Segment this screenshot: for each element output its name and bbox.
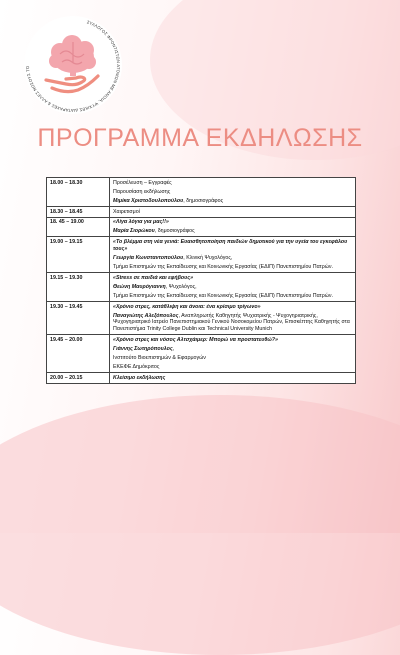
line-text: Τμήμα Επιστημών της Εκπαίδευσης και Κοινωνικής Εργασίας (ΕΔΙΠ) Πανεπιστημίου Πατρών. (113, 292, 334, 299)
speaker-name: Μιμίκα Χριστοδουλοπούλου (113, 197, 184, 204)
speaker-role: , δημοσιογράφος (183, 197, 224, 204)
time-cell: 18.00 – 18.30 (47, 178, 110, 207)
line-text: Χαιρετισμοί (113, 208, 140, 215)
line-text: Παρουσίαση εκδήλωσης (113, 188, 171, 195)
speaker-name: Γιάννης Σωτηρόπουλος (113, 345, 173, 352)
content-cell (110, 302, 356, 335)
speaker-role: , Κλινική Ψυχολόγος, (183, 254, 233, 261)
time-cell: 18.30 – 18.45 (47, 207, 110, 218)
content-cell (110, 373, 356, 384)
speaker-role: , (172, 345, 175, 352)
content-line (113, 284, 352, 291)
time-cell: 18. 45 – 19.00 (47, 217, 110, 237)
time-cell: 19.30 – 19.45 (47, 302, 110, 335)
table-row (47, 237, 356, 273)
time-cell: 20.00 – 20.15 (47, 373, 110, 384)
table-row (47, 335, 356, 373)
content-cell (110, 335, 356, 373)
content-cell (110, 217, 356, 237)
table-row (47, 273, 356, 302)
content-cell (110, 178, 356, 207)
association-logo (22, 14, 124, 116)
content-line (113, 189, 352, 196)
content-line (113, 355, 352, 362)
content-line (113, 255, 352, 262)
page-title: ΠΡΟΓΡΑΜΜΑ ΕΚΔΗΛΩΣΗΣ (37, 124, 363, 152)
content-cell (110, 273, 356, 302)
content-line (113, 209, 352, 216)
schedule-table (46, 177, 356, 384)
time-cell: 19.00 – 19.15 (47, 237, 110, 273)
talk-title: «Χρόνιο στρες, κατάθλιψη και άνοια: ένα κρίσιμο τρίγωνο» (113, 303, 261, 310)
table-row (47, 373, 356, 384)
line-text: ΕΚΕΦΕ Δημόκριτος (113, 364, 160, 371)
speaker-name: Γεωργία Κωνσταντοπούλου (113, 254, 184, 261)
content-line (113, 180, 352, 187)
talk-title: «Stress σε παιδιά και εφήβους» (113, 274, 194, 281)
content-line (113, 219, 352, 226)
line-text: Ινστιτούτο Βιοεπιστημών & Εφαρμογών (113, 355, 206, 362)
time-cell: 19.45 – 20.00 (47, 335, 110, 373)
speaker-name: Μαρία Σιορώκου (113, 228, 155, 235)
speaker-role: , δημοσιογράφος (154, 228, 195, 235)
speaker-name: Θεώνη Μαυρόγιαννη (113, 283, 166, 290)
talk-title: «Χρόνιο στρες και νόσος Αλτσχάιμερ: Μπορώ να προστατευθώ?» (113, 336, 278, 343)
line-text: Προσέλευση – Εγγραφές (113, 179, 172, 186)
line-text: Κλείσιμο εκδήλωσης (113, 374, 166, 381)
talk-title: «Λίγα λόγια για μας!!» (113, 219, 169, 226)
content-line (113, 375, 352, 382)
table-row (47, 207, 356, 218)
content-line (113, 337, 352, 344)
speaker-role: , Ψυχολόγος, (165, 283, 197, 290)
content-line (113, 346, 352, 353)
time-cell: 19.15 – 19.30 (47, 273, 110, 302)
speaker-role: , Αναπληρωτής Καθηγητής Ψυχιατρικής - Ψυχογηριατρικής, Ψυχογηριατρικό Ιατρείο Πανεπιστημιακού Γενικού Νοσοκομείου Πατρών, Επισκέπτης Καθηγητής στα Πανεπιστήμια Trinity College Dublin και Technical University Munich (113, 312, 350, 332)
content-line (113, 313, 352, 333)
background-wave (0, 395, 400, 655)
content-line (113, 198, 352, 205)
content-line (113, 239, 352, 252)
content-line (113, 264, 352, 271)
content-cell (110, 237, 356, 273)
table-row (47, 178, 356, 207)
line-text: Τμήμα Επιστημών της Εκπαίδευσης και Κοινωνικής Εργασίας (ΕΔΙΠ) Πανεπιστημίου Πατρών. (113, 263, 334, 270)
logo-arc-text: ΣΥΛΛΟΓΟΣ ΦΡΟΝΤΙΣΤΩΝ ΑΤΟΜΩΝ ΜΕ ΑΝΟΙΑ, ΨΥΧΙΚΕΣ ΔΙΑΤΑΡΑΧΕΣ & ΑΛΛΕΣ ΝΟΣΟΥΣ ΤΟ (24, 19, 122, 114)
table-row (47, 217, 356, 237)
content-line (113, 228, 352, 235)
content-line (113, 304, 352, 311)
content-line (113, 293, 352, 300)
content-line (113, 275, 352, 282)
content-line (113, 364, 352, 371)
speaker-name: Παναγιώτης Αλεξόπουλος (113, 312, 179, 319)
content-cell (110, 207, 356, 218)
talk-title: «Το βλέμμα στη νέα γενιά: Ευαισθητοποίηση παιδιών δημοτικού για την υγεία του εγκεφάλου τους» (113, 238, 348, 252)
table-row (47, 302, 356, 335)
